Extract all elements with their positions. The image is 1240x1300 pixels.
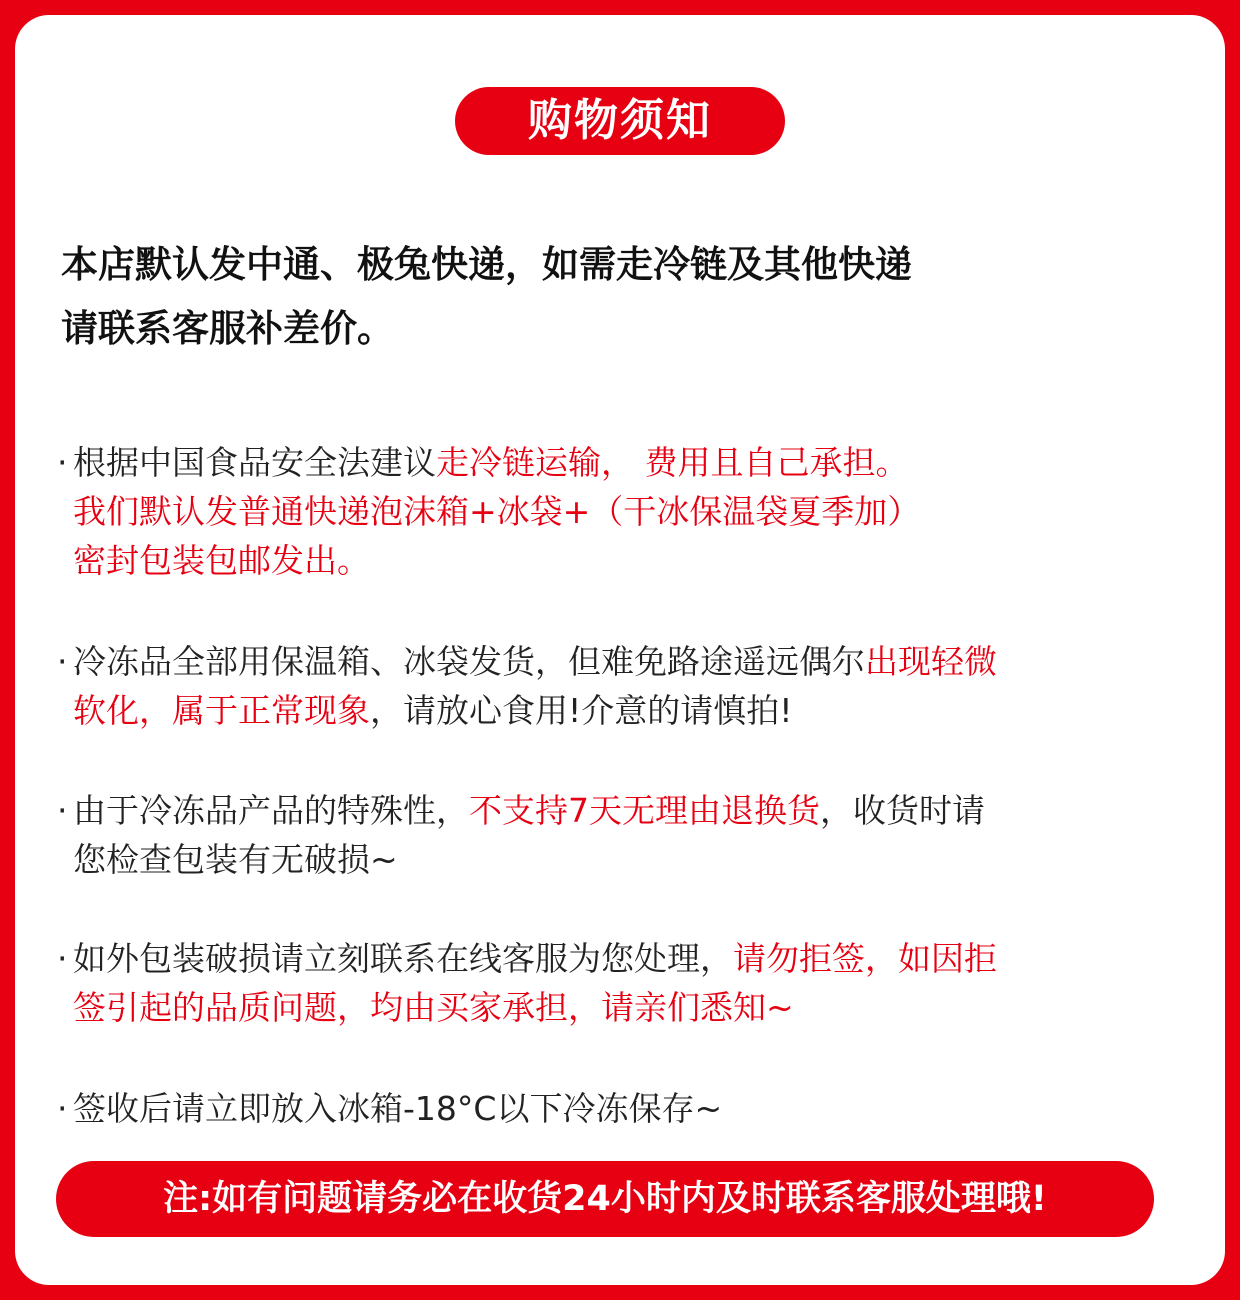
notice-line: [57, 1084, 1197, 1133]
body-text: 根据中国食品安全法建议: [73, 443, 436, 482]
highlight-text: 不支持7天无理由退换货: [469, 791, 820, 830]
notice-item-cold-chain: [57, 438, 1197, 585]
body-text: 您检查包装有无破损~: [73, 840, 398, 879]
notice-line: [57, 536, 1197, 585]
body-text: 签收后请立即放入冰箱-18°C以下冷冻保存~: [73, 1089, 723, 1128]
page-title: 购物须知: [455, 87, 785, 155]
highlight-text: 我们默认发普通快递泡沫箱+冰袋+（干冰保温袋夏季加）: [73, 492, 921, 531]
intro-line-1: 本店默认发中通、极兔快递，如需走冷链及其他快递: [61, 243, 912, 286]
bullet-dot: ·: [57, 791, 68, 830]
highlight-text: 密封包装包邮发出。: [73, 541, 370, 580]
highlight-text: 出现轻微: [865, 642, 997, 681]
body-text: 冷冻品全部用保温箱、冰袋发货，但难免路途遥远偶尔: [73, 642, 865, 681]
notice-line: [57, 686, 1197, 735]
body-text: ，收货时请: [820, 791, 985, 830]
intro-paragraph: [61, 233, 1181, 361]
bullet-dot: ·: [57, 1089, 68, 1128]
body-text: 由于冷冻品产品的特殊性，: [73, 791, 469, 830]
highlight-text: 走冷链运输， 费用且自己承担。: [436, 443, 909, 482]
notice-line: [57, 835, 1197, 884]
body-text: 如外包装破损请立刻联系在线客服为您处理，: [73, 939, 733, 978]
intro-line-2: 请联系客服补差价。: [61, 307, 394, 350]
notice-card: [15, 15, 1225, 1285]
highlight-text: 软化，属于正常现象: [73, 691, 370, 730]
bullet-dot: ·: [57, 443, 68, 482]
notice-line: [57, 786, 1197, 835]
notice-line: [57, 438, 1197, 487]
bullet-dot: ·: [57, 642, 68, 681]
notice-item-storage: [57, 1084, 1197, 1133]
highlight-text: 签引起的品质问题，均由买家承担，请亲们悉知~: [73, 988, 794, 1027]
highlight-text: 请勿拒签，如因拒: [733, 939, 997, 978]
bullet-dot: ·: [57, 939, 68, 978]
notice-line: [57, 934, 1197, 983]
notice-item-no-return: [57, 786, 1197, 884]
bottom-note: 注:如有问题请务必在收货24小时内及时联系客服处理哦!: [56, 1161, 1154, 1237]
body-text: ，请放心食用!介意的请慎拍!: [370, 691, 793, 730]
notice-line: [57, 983, 1197, 1032]
notice-line: [57, 487, 1197, 536]
notice-line: [57, 637, 1197, 686]
notice-item-softening: [57, 637, 1197, 735]
notice-item-damage: [57, 934, 1197, 1032]
